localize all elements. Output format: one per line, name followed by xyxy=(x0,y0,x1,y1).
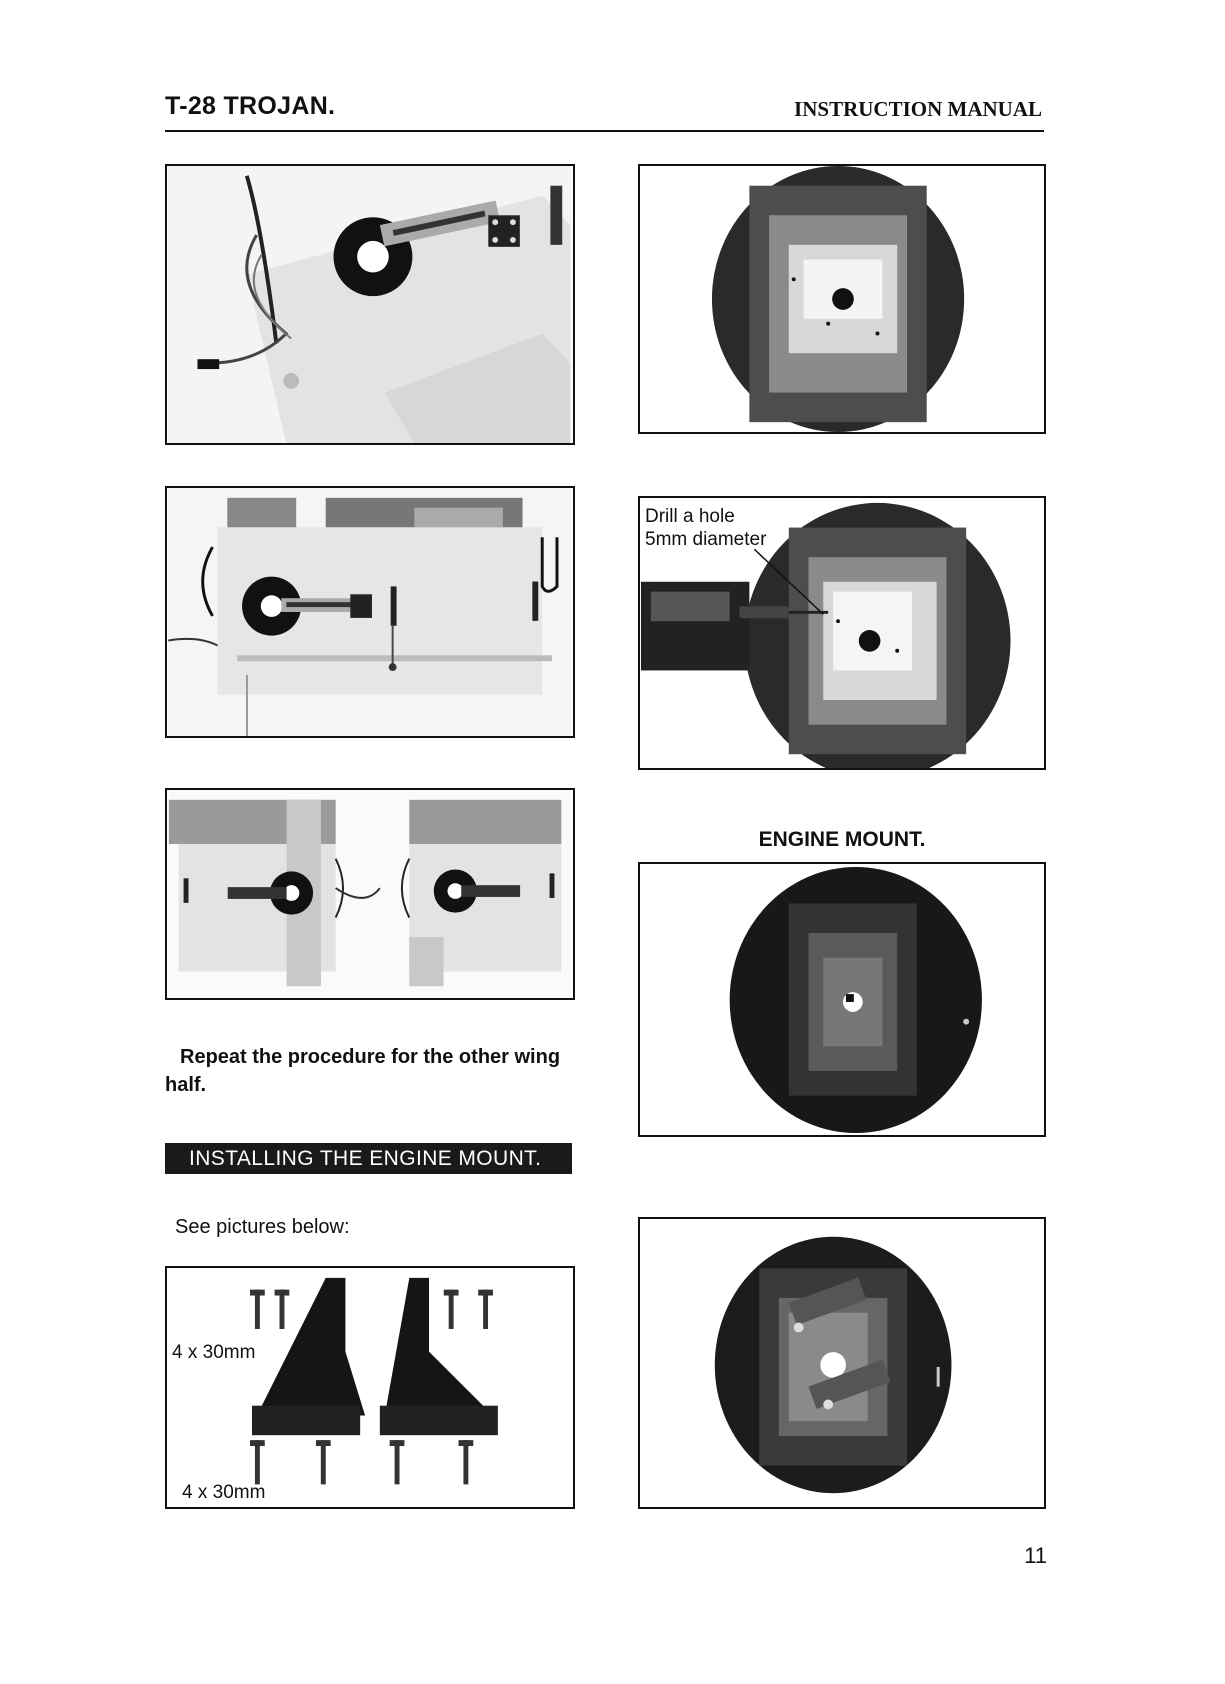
photo-mount-parts xyxy=(165,1266,575,1509)
top-bolt-size-label: 4 x 30mm xyxy=(172,1342,256,1363)
photo-wing-servo-lead-image xyxy=(167,166,573,443)
header-divider xyxy=(165,130,1044,132)
page-number: 11 xyxy=(1024,1543,1047,1568)
photo-drill-firewall xyxy=(638,496,1046,770)
section-title-banner: INSTALLING THE ENGINE MOUNT. xyxy=(165,1143,572,1174)
drill-instruction-line2: 5mm diameter xyxy=(645,529,767,550)
bottom-bolt-size-label: 4 x 30mm xyxy=(182,1482,266,1503)
photo-engine-mount-image xyxy=(640,864,1044,1135)
photo-mounted-engine-mount-image xyxy=(640,1219,1044,1507)
photo-wing-root xyxy=(165,486,575,738)
photo-mounted-engine-mount xyxy=(638,1217,1046,1509)
photo-firewall xyxy=(638,164,1046,434)
photo-wing-servo-lead xyxy=(165,164,575,445)
repeat-instruction-line2: half. xyxy=(165,1074,207,1096)
photo-wing-halves-image xyxy=(167,790,573,998)
drill-instruction-line1: Drill a hole xyxy=(645,506,735,527)
photo-wing-root-image xyxy=(167,488,573,736)
repeat-instruction-line1: Repeat the procedure for the other wing xyxy=(180,1046,561,1068)
see-pictures-text: See pictures below: xyxy=(175,1216,350,1238)
photo-firewall-image xyxy=(640,166,1044,432)
photo-engine-mount xyxy=(638,862,1046,1137)
manual-type: INSTRUCTION MANUAL xyxy=(794,97,1042,121)
manual-title: T-28 TROJAN. xyxy=(165,92,336,120)
engine-mount-heading: ENGINE MOUNT. xyxy=(758,828,926,851)
photo-mount-parts-image xyxy=(167,1268,573,1507)
photo-wing-halves xyxy=(165,788,575,1000)
